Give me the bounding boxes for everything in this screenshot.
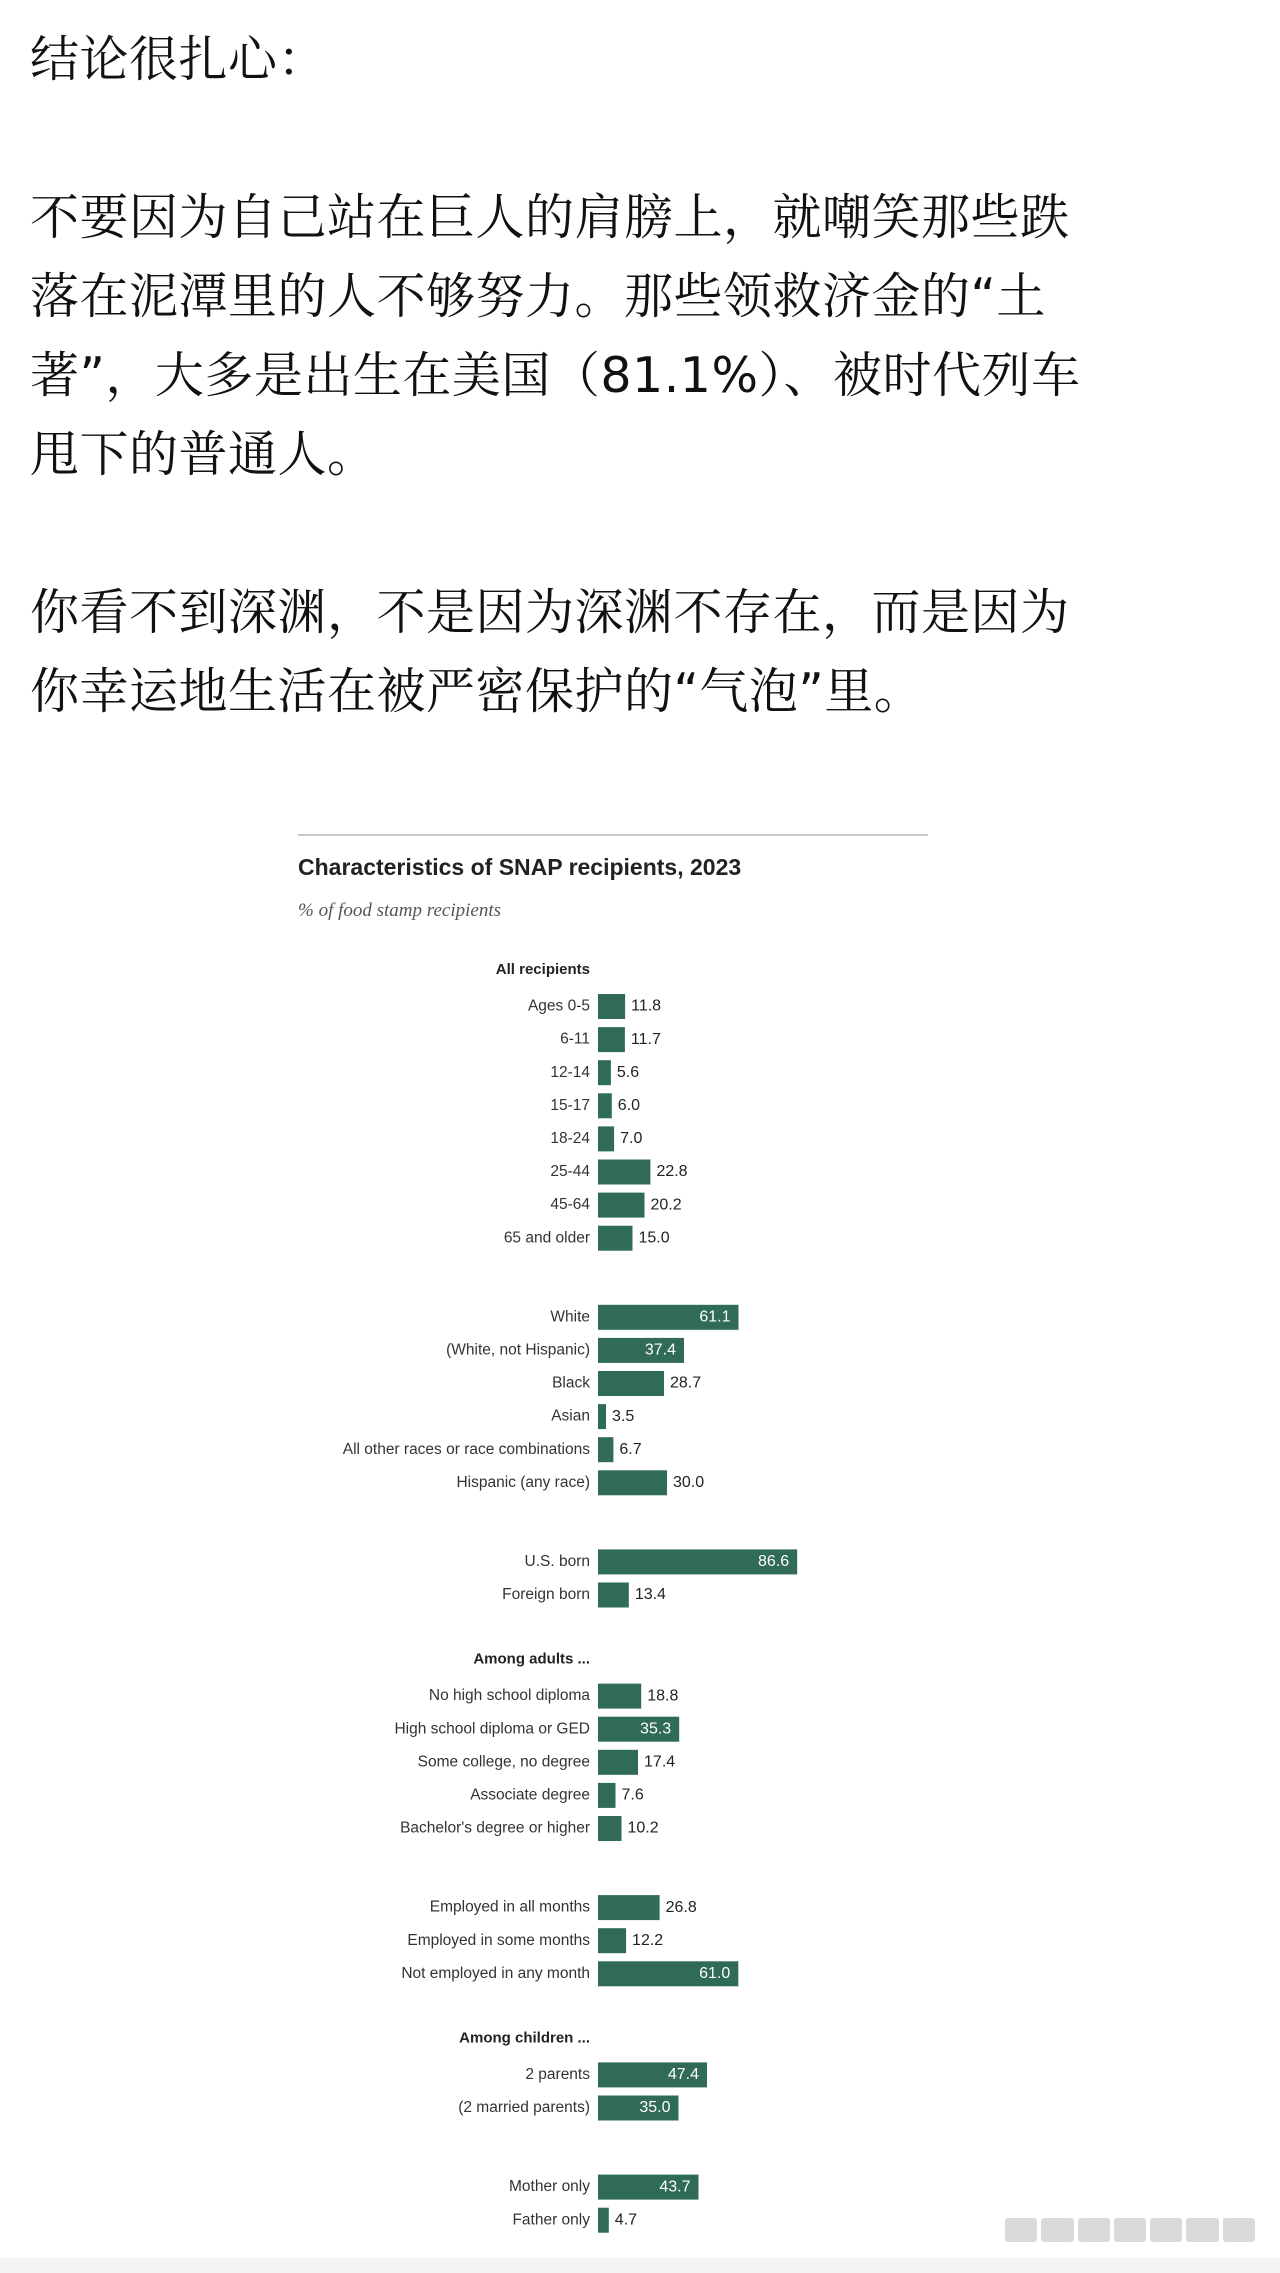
- page-indicator-segment: [1041, 2218, 1073, 2242]
- bar-value-label: 61.1: [699, 1308, 731, 1326]
- bar: [598, 1027, 625, 1052]
- bar-label: Hispanic (any race): [456, 1473, 590, 1491]
- bar-label: All other races or race combinations: [342, 1440, 590, 1458]
- bar-value-label: 28.7: [670, 1374, 702, 1392]
- paragraph-gap: [30, 99, 1250, 178]
- bar-value-label: 3.5: [612, 1407, 635, 1425]
- bar-value-label: 5.6: [616, 1063, 640, 1081]
- bar-label: U.S. born: [524, 1552, 590, 1570]
- bar-label: 65 and older: [503, 1229, 590, 1247]
- bar-value-label: 18.8: [647, 1687, 679, 1705]
- bar-value-label: 30.0: [673, 1474, 705, 1492]
- group-header: Among adults ...: [473, 1650, 590, 1668]
- bar-value-label: 47.4: [667, 2066, 700, 2084]
- bar: [598, 1816, 622, 1841]
- bar-value-label: 17.4: [644, 1753, 676, 1771]
- page-indicator: [1005, 2218, 1255, 2242]
- bar-label: Associate degree: [470, 1786, 590, 1804]
- bar: [598, 1750, 638, 1775]
- bottom-strip: [0, 2258, 1280, 2273]
- bar: [598, 1895, 660, 1920]
- bar-value-label: 22.8: [656, 1163, 688, 1181]
- bar-label: No high school diploma: [428, 1687, 590, 1705]
- bar-label: Employed in some months: [407, 1931, 590, 1949]
- bar-label: Black: [552, 1374, 590, 1392]
- bar-label: White: [550, 1308, 590, 1326]
- bar: [598, 1583, 629, 1608]
- bar-label: 45-64: [550, 1196, 590, 1214]
- page-indicator-segment: [1186, 2218, 1218, 2242]
- post-line: 落在泥潭里的人不够努力。那些领救济金的“土: [30, 268, 1046, 325]
- group-header: All recipients: [495, 960, 590, 978]
- bar-value-label: 61.0: [699, 1965, 731, 1983]
- page-indicator-segment: [1078, 2218, 1110, 2242]
- bar: [598, 1060, 611, 1085]
- page-indicator-segment: [1223, 2218, 1255, 2242]
- bar-label: (White, not Hispanic): [446, 1341, 590, 1359]
- post-line: 你幸运地生活在被严密保护的“气泡”里。: [30, 663, 924, 720]
- bar-value-label: 12.2: [632, 1931, 664, 1949]
- bar-label: High school diploma or GED: [394, 1720, 590, 1738]
- group-header: Among children ...: [459, 2029, 590, 2047]
- bar-label: Asian: [551, 1407, 590, 1425]
- bar-value-label: 20.2: [650, 1196, 682, 1214]
- bar-value-label: 43.7: [659, 2178, 691, 2196]
- bar-label: Ages 0-5: [527, 997, 590, 1015]
- bar: [598, 2208, 609, 2233]
- bar-label: Mother only: [509, 2178, 590, 2196]
- bar-value-label: 35.3: [640, 1720, 672, 1738]
- bar-value-label: 37.4: [644, 1341, 677, 1359]
- bar-label: 2 parents: [525, 2065, 590, 2083]
- bar-label: 6-11: [560, 1030, 590, 1048]
- bar-value-label: 11.7: [630, 1030, 661, 1048]
- page-indicator-segment: [1150, 2218, 1182, 2242]
- post-text: [30, 20, 1250, 731]
- chart-title: Characteristics of SNAP recipients, 2023: [298, 854, 742, 880]
- bar-label: 15-17: [550, 1096, 590, 1114]
- bar-value-label: 7.0: [620, 1130, 643, 1148]
- bar-value-label: 15.0: [638, 1229, 670, 1247]
- bar: [598, 1437, 613, 1462]
- bar-label: (2 married parents): [458, 2099, 590, 2117]
- bar-label: Not employed in any month: [401, 1964, 590, 1982]
- bar: [598, 1160, 650, 1185]
- bar-value-label: 6.7: [619, 1440, 642, 1458]
- bar-label: Bachelor's degree or higher: [400, 1819, 590, 1837]
- bar: [598, 1193, 645, 1218]
- bar-value-label: 86.6: [758, 1553, 790, 1571]
- bar-value-label: 26.8: [665, 1898, 697, 1916]
- bar: [598, 1093, 612, 1118]
- bar: [598, 1126, 614, 1151]
- post-line: 你看不到深渊，不是因为深渊不存在，而是因为: [30, 584, 1070, 641]
- bar-value-label: 4.7: [614, 2211, 638, 2229]
- post-line: 甩下的普通人。: [30, 426, 377, 483]
- bar: [598, 1783, 616, 1808]
- bar-label: Foreign born: [502, 1586, 590, 1604]
- page-indicator-segment: [1005, 2218, 1037, 2242]
- chart-subtitle: % of food stamp recipients: [298, 900, 501, 921]
- bar: [598, 1470, 667, 1495]
- bar-label: Employed in all months: [429, 1898, 590, 1916]
- bar-value-label: 6.0: [617, 1097, 641, 1115]
- bar-value-label: 11.8: [631, 997, 662, 1015]
- bar-label: Father only: [512, 2211, 590, 2229]
- bar: [598, 1371, 664, 1396]
- bar-value-label: 10.2: [627, 1819, 659, 1837]
- bar-value-label: 7.6: [621, 1786, 644, 1804]
- bar-label: Some college, no degree: [417, 1753, 590, 1771]
- bar-label: 25-44: [550, 1163, 590, 1181]
- bar-label: 12-14: [550, 1063, 590, 1081]
- bar: [598, 1928, 626, 1953]
- bar-value-label: 13.4: [634, 1586, 666, 1604]
- post-line: 结论很扎心：: [30, 31, 328, 88]
- bar: [598, 1684, 641, 1709]
- page-indicator-segment: [1114, 2218, 1146, 2242]
- post-line: 著”，大多是出生在美国（81.1%）、被时代列车: [30, 347, 1081, 404]
- bar-label: 18-24: [550, 1129, 590, 1147]
- bar-value-label: 35.0: [639, 2099, 671, 2117]
- chart-plot: [298, 834, 928, 2229]
- bar: [598, 1226, 633, 1251]
- bar: [598, 1404, 606, 1429]
- post-line: 不要因为自己站在巨人的肩膀上，就嘲笑那些跌: [30, 189, 1070, 246]
- bar: [598, 994, 625, 1019]
- paragraph-gap: [30, 494, 1250, 573]
